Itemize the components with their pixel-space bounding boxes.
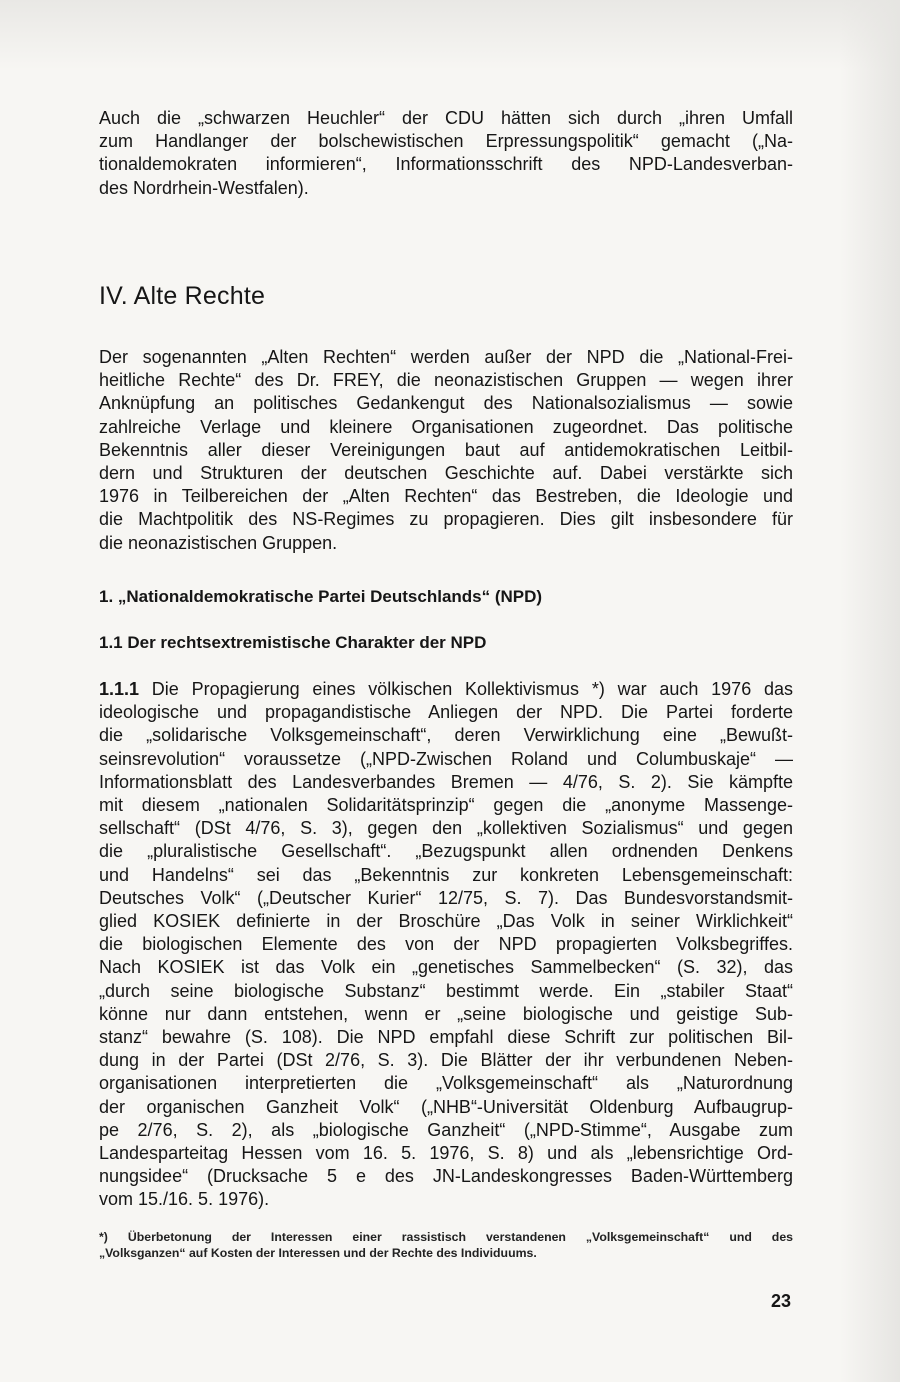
intro-line: tionaldemokraten informieren“, Informationsschrift des NPD-Landesverban-	[99, 154, 793, 175]
chapter-line: Der sogenannten „Alten Rechten“ werden außer der NPD die „National-Frei-	[99, 347, 793, 367]
body-line: Nach KOSIEK ist das Volk ein „genetisches Sammelbecken“ (S. 32), das	[99, 957, 793, 978]
body-line: organisationen interpretierten die „Volksgemeinschaft“ als „Naturordnung	[99, 1073, 793, 1094]
body-line: nungsidee“ (Drucksache 5 e des JN-Landeskongresses Baden-Württemberg	[99, 1166, 793, 1187]
chapter-line: die neonazistischen Gruppen.	[99, 532, 338, 553]
body-line: Deutsches Volk“ („Deutscher Kurier“ 12/75, S. 7). Das Bundesvorstandsmit-	[99, 887, 793, 908]
body-line: ideologische und propagandistische Anliegen der NPD. Die Partei forderte	[99, 702, 793, 723]
intro-line: des Nordrhein-Westfalen).	[99, 177, 309, 198]
footnote	[99, 1230, 793, 1261]
chapter-line: dern und Strukturen der deutschen Geschichte auf. Dabei verstärkte sich	[99, 463, 793, 484]
body-line: und Handelns“ sei das „Bekenntnis zur konkreten Lebensgemeinschaft:	[99, 864, 793, 885]
body-line: glied KOSIEK definierte in der Broschüre „Das Volk in seiner Wirklichkeit“	[99, 911, 793, 932]
body-line: Informationsblatt des Landesverbandes Bremen — 4/76, S. 2). Sie kämpfte	[99, 771, 793, 792]
intro-paragraph	[99, 107, 793, 200]
intro-line: zum Handlanger der bolschewistischen Erpressungspolitik“ gemacht („Na-	[99, 131, 793, 152]
body-line: seinsrevolution“ voraussetze („NPD-Zwischen Roland und Columbuskaje“ —	[99, 748, 793, 769]
section-heading: 1. „Nationaldemokratische Partei Deutschlands“ (NPD)	[99, 587, 543, 606]
chapter-heading: IV. Alte Rechte	[99, 282, 266, 310]
body-line: die biologischen Elemente des von der NPD propagierten Volksbegriffes.	[99, 934, 793, 955]
body-line: Landesparteitag Hessen vom 16. 5. 1976, S. 8) und als „lebensrichtige Ord-	[99, 1143, 793, 1164]
body-line: der organischen Ganzheit Volk“ („NHB“-Universität Oldenburg Aufbaugrup-	[99, 1096, 793, 1117]
scan-shadow-right	[840, 0, 900, 1382]
chapter-line: die Machtpolitik des NS-Regimes zu propagieren. Dies gilt insbesondere für	[99, 509, 793, 530]
scan-shadow-top	[0, 0, 900, 70]
body-line: mit diesem „nationalen Solidaritätsprinzip“ gegen die „anonyme Massenge-	[99, 795, 793, 816]
chapter-line: Anknüpfung an politisches Gedankengut des Nationalsozialismus — sowie	[99, 393, 793, 414]
chapter-paragraph	[99, 346, 793, 555]
body-line: sellschaft“ (DSt 4/76, S. 3), gegen den „kollektiven Sozialismus“ und gegen	[99, 818, 793, 839]
subsection-heading: 1.1 Der rechtsextremistische Charakter der NPD	[99, 633, 487, 652]
body-paragraph	[99, 678, 793, 1212]
footnote-line: *) Überbetonung der Interessen einer rassistisch verstandenen „Volksgemeinschaft“ und des	[99, 1230, 793, 1244]
body-line-first	[99, 678, 793, 701]
chapter-line: Bekenntnis aller dieser Vereinigungen baut auf antidemokratischen Leitbil-	[99, 439, 793, 460]
body-line: pe 2/76, S. 2), als „biologische Ganzheit“ („NPD-Stimme“, Ausgabe zum	[99, 1119, 793, 1140]
chapter-line: 1976 in Teilbereichen der „Alten Rechten“ das Bestreben, die Ideologie und	[99, 486, 793, 507]
body-line: Die Propagierung eines völkischen Kollektivismus *) war auch 1976 das	[139, 679, 793, 699]
body-line: „durch seine biologische Substanz“ bestimmt werde. Ein „stabiler Staat“	[99, 980, 793, 1001]
subsubsection-number: 1.1.1	[99, 679, 140, 699]
body-line: vom 15./16. 5. 1976).	[99, 1189, 270, 1210]
intro-line: Auch die „schwarzen Heuchler“ der CDU hätten sich durch „ihren Umfall	[99, 108, 793, 128]
body-line: die „solidarische Volksgemeinschaft“, deren Verwirklichung eine „Bewußt-	[99, 725, 793, 746]
chapter-line: heitliche Rechte“ des Dr. FREY, die neonazistischen Gruppen — wegen ihrer	[99, 370, 793, 391]
body-line: die „pluralistische Gesellschaft“. „Bezugspunkt allen ordnenden Denkens	[99, 841, 793, 862]
footnote-line: „Volksganzen“ auf Kosten der Interessen und der Rechte des Individuums.	[99, 1245, 537, 1260]
chapter-line: zahlreiche Verlage und kleinere Organisationen zugeordnet. Das politische	[99, 416, 793, 437]
body-line: stanz“ bewahre (S. 108). Die NPD empfahl diese Schrift zur politischen Bil-	[99, 1027, 793, 1048]
body-line: dung in der Partei (DSt 2/76, S. 3). Die Blätter der ihr verbundenen Neben-	[99, 1050, 793, 1071]
page-number: 23	[771, 1291, 792, 1311]
body-line: könne nur dann entstehen, wenn er „seine biologische und geistige Sub-	[99, 1003, 793, 1024]
